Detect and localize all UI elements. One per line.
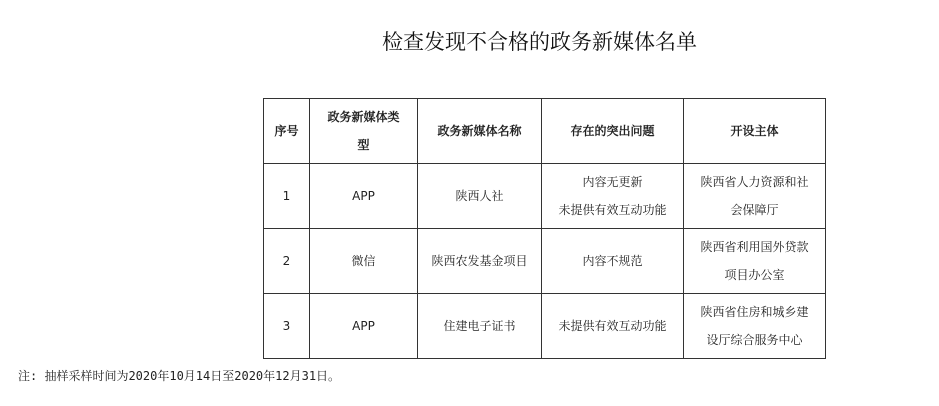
column-header-issues: 存在的突出问题 xyxy=(542,99,684,164)
cell-number: 1 xyxy=(264,164,310,229)
issue-line: 内容无更新 xyxy=(582,175,643,189)
cell-number: 2 xyxy=(264,229,310,294)
issue-line: 未提供有效互动功能 xyxy=(558,203,667,217)
table-header-row xyxy=(264,99,826,164)
noncompliant-media-table xyxy=(263,98,826,359)
column-header-owner: 开设主体 xyxy=(684,99,826,164)
cell-type: 微信 xyxy=(310,229,418,294)
column-header-type xyxy=(310,99,418,164)
cell-name: 住建电子证书 xyxy=(418,294,542,359)
cell-issues xyxy=(542,294,684,359)
cell-owner xyxy=(684,229,826,294)
owner-line: 陕西省利用国外贷款 xyxy=(700,240,809,254)
footnote: 注: 抽样采样时间为2020年10月14日至2020年12月31日。 xyxy=(18,369,341,383)
owner-line: 陕西省住房和城乡建 xyxy=(700,305,809,319)
issue-line: 内容不规范 xyxy=(582,254,643,268)
table-row xyxy=(264,164,826,229)
page-title: 检查发现不合格的政务新媒体名单 xyxy=(382,30,697,54)
cell-owner xyxy=(684,164,826,229)
cell-type: APP xyxy=(310,294,418,359)
owner-line: 会保障厅 xyxy=(730,203,779,217)
column-header-type-line: 政务新媒体类 xyxy=(327,110,400,124)
cell-type: APP xyxy=(310,164,418,229)
owner-line: 设厅综合服务中心 xyxy=(706,333,803,347)
owner-line: 项目办公室 xyxy=(724,268,785,282)
owner-line: 陕西省人力资源和社 xyxy=(700,175,809,189)
column-header-type-line: 型 xyxy=(357,138,370,152)
cell-issues xyxy=(542,164,684,229)
cell-owner xyxy=(684,294,826,359)
cell-name: 陕西人社 xyxy=(418,164,542,229)
cell-issues xyxy=(542,229,684,294)
table-row xyxy=(264,229,826,294)
cell-number: 3 xyxy=(264,294,310,359)
issue-line: 未提供有效互动功能 xyxy=(558,319,667,333)
column-header-number: 序号 xyxy=(264,99,310,164)
column-header-name: 政务新媒体名称 xyxy=(418,99,542,164)
cell-name: 陕西农发基金项目 xyxy=(418,229,542,294)
table-row xyxy=(264,294,826,359)
